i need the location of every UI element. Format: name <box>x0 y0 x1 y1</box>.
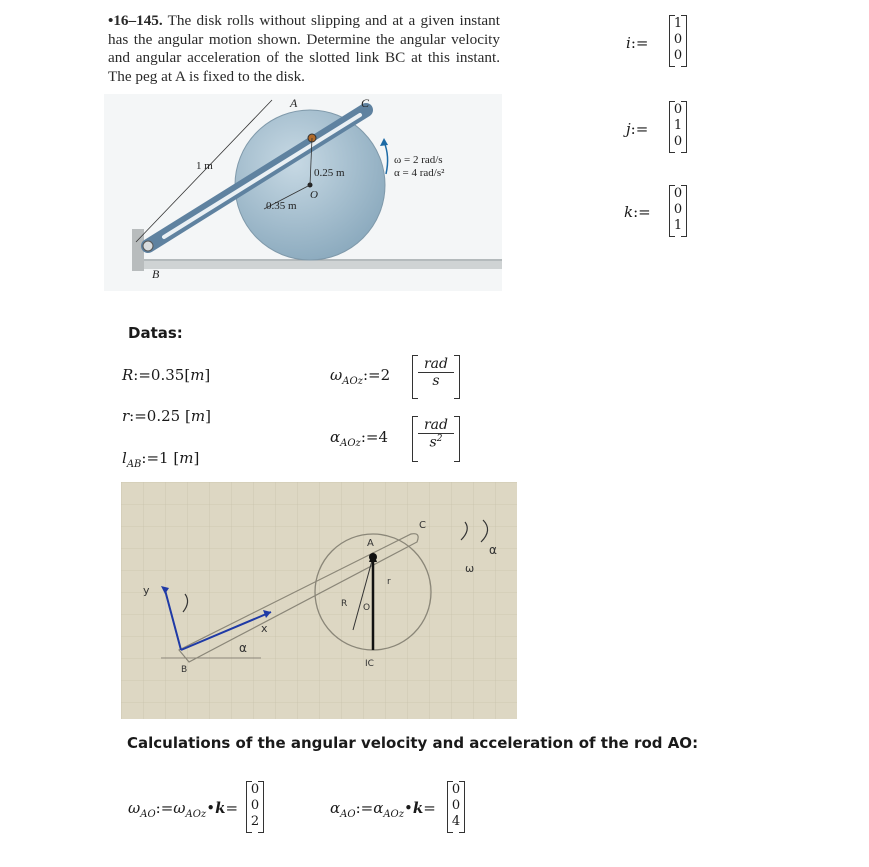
sketch-label-omega: ω <box>465 562 475 575</box>
alpha-result-vector: 0 0 4 <box>451 782 461 829</box>
data-R: R:=0.35[m] <box>122 366 211 384</box>
label-O: O <box>310 189 318 201</box>
alpha-label: α = 4 rad/s² <box>394 167 445 179</box>
textbook-figure <box>104 94 502 291</box>
sketch-label-A: A <box>367 538 374 549</box>
calc-omega: $\omega_{AO}:=\omega_{AOz}•k=$ <box>128 799 239 820</box>
unit-k-vector: 0 0 1 <box>673 186 683 233</box>
calc-alpha: $\alpha_{AO}:=\alpha_{AOz}•k=$ <box>330 799 436 820</box>
unit-j-vector: 0 1 0 <box>673 102 683 149</box>
sketch-label-r: r <box>387 577 391 587</box>
sketch-label-B: B <box>181 665 188 675</box>
data-l: $l_{AB}:=1$ [m] <box>122 449 200 470</box>
sketch-label-alpha-rod: α <box>239 641 247 655</box>
omega-result-vector: 0 0 2 <box>250 782 260 829</box>
problem-number: •16–145. <box>108 12 163 29</box>
sketch-label-x: x <box>261 622 268 635</box>
datas-heading: Datas: <box>128 324 183 342</box>
calc-heading: Calculations of the angular velocity and acceleration of the rod AO: <box>127 734 699 752</box>
data-r: r:=0.25 [m] <box>122 407 211 425</box>
omega-unit: rad s <box>418 356 454 389</box>
sketch-label-C: C <box>419 520 426 531</box>
unit-i: i:= <box>626 34 649 52</box>
label-035m: 0.35 m <box>266 200 297 212</box>
label-A: A <box>290 96 298 110</box>
label-025m: 0.25 m <box>314 167 345 179</box>
label-1m: 1 m <box>196 160 213 172</box>
alpha-unit: rad $s^2$ <box>418 417 454 451</box>
data-omega: $\omega_{AOz}:=2$ <box>330 366 391 387</box>
sketch-label-O: O <box>363 603 371 613</box>
unit-j: j:= <box>626 120 649 138</box>
problem-text: The disk rolls without slipping and at a given instant has the angular motion shown. Determine the angular velocity and angular acceleration of the slotted link BC at this instant. The peg at A is fixed to the disk. <box>108 12 500 85</box>
sketch-label-alpha: α <box>489 543 497 557</box>
sketch-label-R: R <box>341 599 348 609</box>
sketch-label-IC: IC <box>365 659 374 669</box>
unit-k: k:= <box>624 203 651 221</box>
sketch-label-y: y <box>143 584 150 597</box>
label-C: C <box>361 96 370 110</box>
label-B: B <box>152 267 160 281</box>
problem-statement <box>108 12 500 86</box>
pin-B <box>143 241 153 251</box>
data-alpha: $\alpha_{AOz}:=4$ <box>330 428 389 449</box>
unit-i-vector: 1 0 0 <box>673 16 683 63</box>
hand-sketch <box>121 482 517 719</box>
omega-label: ω = 2 rad/s <box>394 154 443 166</box>
